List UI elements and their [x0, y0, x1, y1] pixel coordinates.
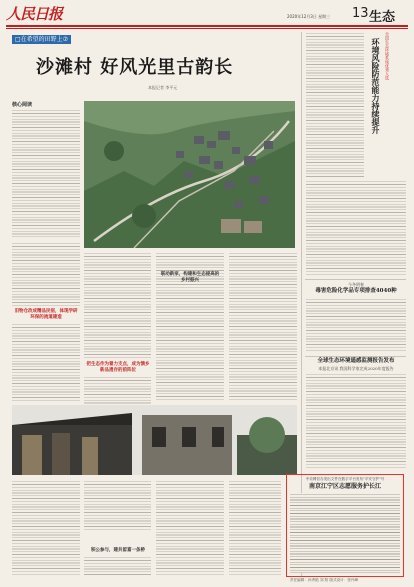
section-divider [305, 279, 406, 280]
column-text [84, 376, 151, 406]
header-rule-thin [6, 28, 408, 29]
column-text [229, 480, 281, 576]
column-text [12, 480, 80, 576]
feature-title: 环境风险防范能力持续提升 [371, 38, 381, 134]
header-rule [6, 25, 408, 27]
subhead-2: 把生态作为着力支点，成为馈乡新品遗存的前阵位 [86, 362, 150, 373]
lead-kicker: □在希望的田野上⑦ [12, 35, 71, 44]
feature-column-tag: 全国生态环境系统优秀人选 [385, 32, 390, 80]
column-text [84, 480, 151, 530]
box1-text [306, 298, 406, 352]
core-reading-heading: 核心阅读 [12, 102, 33, 108]
page-number: 13 [352, 6, 369, 21]
box1-title: 毒害危险化学品专项排查4040种 [315, 288, 397, 294]
box2-title: 全球生态环境遥感监测报告发布 [317, 358, 395, 364]
column-text [12, 242, 80, 306]
subhead-1: 旧物仓改成精品民宿，体现学研环保的流道建造 [14, 309, 78, 320]
page-footer: 责任编辑：孙秀艳 刘 阳 版式设计：张丹峰 [290, 578, 359, 582]
lead-headline: 沙滩村 好风光里古韵长 [36, 57, 234, 78]
highlight-title: 南京江宁区志愿服务护长江 [308, 483, 381, 490]
subhead-4: 积公参与，建共留富一条桥 [91, 548, 145, 553]
date-line: 2020年12月3日 星期三 [287, 14, 331, 19]
masthead: 人民日报 [6, 5, 63, 23]
column-text [229, 252, 297, 402]
lead-byline: 本报记者 李平元 [148, 85, 178, 90]
highlight-kicker: 中央网信办发出文件在数字平台发布"平安守护"号 [305, 477, 385, 481]
box2-subtitle: 本报北京讯 我国科学家完成2020年度报告 [318, 366, 394, 371]
highlight-box[interactable] [286, 474, 404, 577]
core-reading-text [12, 109, 80, 237]
page-section: 生态 [369, 10, 396, 25]
box1-kicker: 今冬明春 [348, 282, 364, 287]
box2-text [306, 373, 406, 469]
column-text [12, 323, 80, 403]
subhead-3: 联动新家，构建和生态提高的乡村振兴 [160, 272, 220, 283]
village-street-photo [12, 405, 297, 475]
feature-text [306, 32, 364, 177]
highlight-text [290, 493, 400, 573]
column-text [84, 252, 151, 360]
aerial-village-photo [84, 101, 295, 248]
section-divider [305, 356, 406, 357]
column-text [84, 556, 151, 576]
column-text [156, 480, 224, 576]
feature-text [306, 180, 406, 275]
